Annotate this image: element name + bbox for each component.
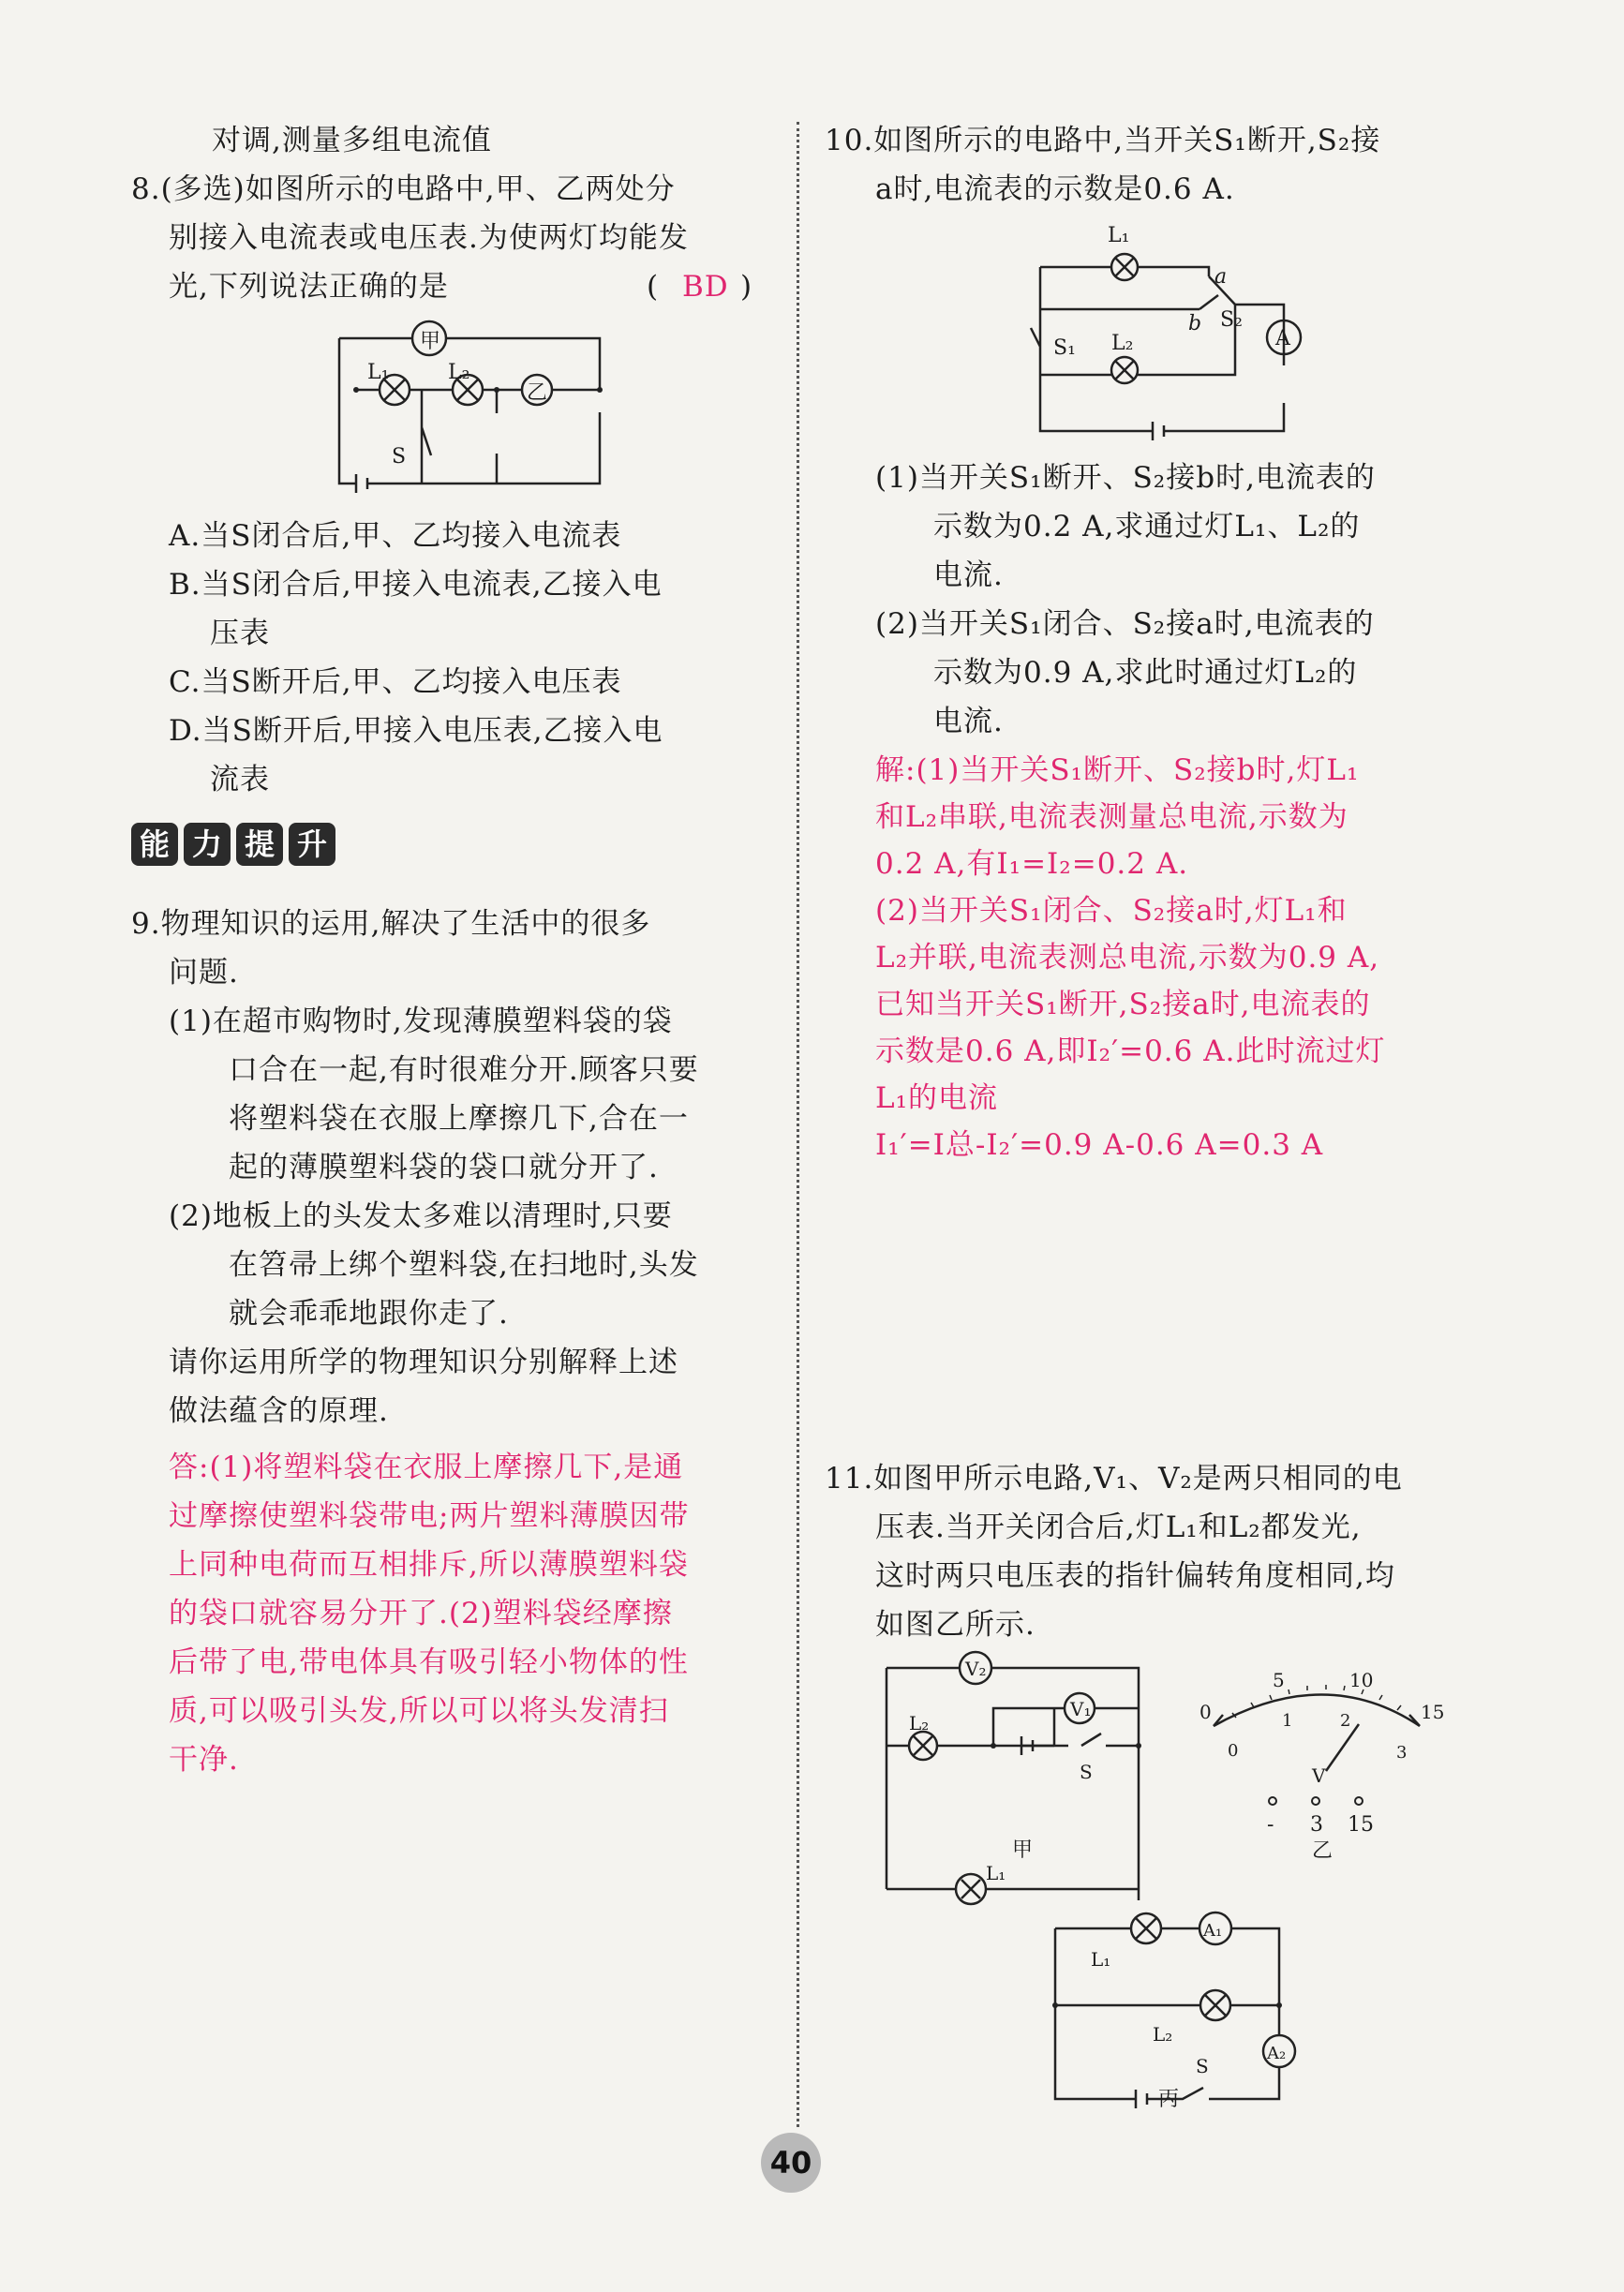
q11-bing-s-label: S (1196, 2055, 1209, 2077)
dial-outer-tick: 15 (1421, 1701, 1445, 1723)
q10-sub-line: (1)当开关S₁断开、S₂接b时,电流表的 (875, 461, 1376, 495)
dial-inner-tick: 3 (1396, 1743, 1408, 1763)
q9-line: (2)地板上的头发太多难以清理时,只要 (169, 1199, 673, 1233)
q9-answer-line: 后带了电,带电体具有吸引轻小物体的性 (169, 1645, 689, 1679)
q11-voltmeter-dial-yi (1190, 1659, 1453, 1883)
dial-inner-tick: 0 (1228, 1741, 1239, 1761)
q9-line: 问题. (169, 956, 239, 990)
q10-sub-line: (2)当开关S₁闭合、S₂接a时,电流表的 (875, 607, 1375, 641)
q10-answer-line: 解:(1)当开关S₁断开、S₂接b时,灯L₁ (875, 753, 1360, 787)
q9-line: 在笤帚上绑个塑料袋,在扫地时,头发 (229, 1248, 699, 1282)
q9-answer-line: 的袋口就容易分开了.(2)塑料袋经摩擦 (169, 1597, 673, 1630)
q11-yi-caption: 乙 (1312, 1839, 1333, 1863)
q8-fig-yi-label: 乙 (527, 381, 548, 405)
q10-answer-line: (2)当开关S₁闭合、S₂接a时,灯L₁和 (875, 894, 1348, 928)
q8-line3: 光,下列说法正确的是 (169, 270, 449, 304)
q10-fig-l1-label: L₁ (1108, 224, 1130, 247)
q8-answer-paren-open: ( (647, 270, 660, 304)
dial-outer-tick: 5 (1273, 1669, 1285, 1691)
q10-answer-line: 示数是0.6 A,即I₂′=0.6 A.此时流过灯 (875, 1034, 1386, 1068)
q10-fig-b-label: b (1188, 312, 1202, 335)
q8-option-b: B.当S闭合后,甲接入电流表,乙接入电 (169, 568, 663, 602)
dial-outer-tick: 10 (1349, 1669, 1374, 1691)
q11-jia-l2-label: L₂ (909, 1712, 930, 1734)
badge-char: 力 (184, 823, 231, 866)
q11-circuit-bing (1050, 1912, 1293, 2099)
q8-option-b-cont: 压表 (210, 617, 270, 650)
badge-char: 能 (131, 823, 178, 866)
q8-answer-paren-close: ) (740, 270, 753, 304)
q11-line: 这时两只电压表的指针偏转角度相同,均 (875, 1559, 1395, 1593)
q10-line1: 10.如图所示的电路中,当开关S₁断开,S₂接 (825, 124, 1381, 157)
dial-inner-tick: 2 (1340, 1711, 1351, 1731)
q11-line: 如图乙所示. (875, 1608, 1035, 1642)
q9-line: 就会乖乖地跟你走了. (229, 1297, 509, 1331)
badge-char: 升 (289, 823, 335, 866)
q11-bing-a2-label: A₂ (1267, 2044, 1287, 2063)
column-divider (797, 122, 799, 2127)
q8-line1: 8.(多选)如图所示的电路中,甲、乙两处分 (131, 172, 676, 206)
q10-line2: a时,电流表的示数是0.6 A. (875, 172, 1235, 206)
dial-terminal-label: 3 (1310, 1813, 1323, 1837)
q9-line: 将塑料袋在衣服上摩擦几下,合在一 (229, 1102, 689, 1136)
q11-jia-v2-label: V₂ (965, 1658, 987, 1680)
dial-unit-label: V (1312, 1764, 1326, 1787)
q8-fig-s-label: S (392, 445, 407, 469)
page-number: 40 (761, 2133, 821, 2193)
dial-terminal-label: 15 (1348, 1813, 1374, 1837)
q10-fig-s1-label: S₁ (1053, 336, 1076, 360)
badge-char: 提 (236, 823, 283, 866)
q11-jia-caption: 甲 (1012, 1838, 1035, 1862)
q10-answer-line: L₁的电流 (875, 1081, 999, 1115)
q11-bing-a1-label: A₁ (1203, 1921, 1223, 1941)
q10-fig-ammeter-label: A (1275, 327, 1290, 350)
q9-line: 做法蕴含的原理. (169, 1394, 389, 1428)
q10-answer-line: 和L₂串联,电流表测量总电流,示数为 (875, 800, 1348, 834)
dial-outer-tick: 0 (1199, 1701, 1212, 1723)
q11-jia-l1-label: L₁ (986, 1862, 1006, 1884)
q11-bing-caption: 丙 (1158, 2088, 1181, 2111)
section-badge-ability-improve (131, 823, 335, 866)
q8-line2: 别接入电流表或电压表.为使两灯均能发 (169, 221, 689, 255)
q8-option-a: A.当S闭合后,甲、乙均接入电流表 (169, 519, 622, 553)
q8-option-d-cont: 流表 (210, 763, 270, 796)
q9-answer-line: 质,可以吸引头发,所以可以将头发清扫 (169, 1694, 669, 1728)
q9-line: 请你运用所学的物理知识分别解释上述 (169, 1346, 678, 1379)
q10-answer-line: 0.2 A,有I₁=I₂=0.2 A. (875, 847, 1189, 881)
q8-fig-jia-label: 甲 (420, 330, 441, 353)
q11-jia-s-label: S (1080, 1761, 1093, 1783)
q8-answer: BD (682, 270, 729, 304)
q10-answer-line: L₂并联,电流表测总电流,示数为0.9 A, (875, 941, 1380, 975)
q11-line: 压表.当开关闭合后,灯L₁和L₂都发光, (875, 1511, 1362, 1544)
q9-line: (1)在超市购物时,发现薄膜塑料袋的袋 (169, 1005, 673, 1038)
dial-terminal-label: - (1267, 1813, 1274, 1837)
q10-fig-a-label: a (1214, 265, 1228, 289)
q10-circuit-diagram (1021, 216, 1321, 440)
q8-option-c: C.当S断开后,甲、乙均接入电压表 (169, 665, 622, 699)
q11-bing-l2-label: L₂ (1153, 2023, 1173, 2046)
q10-answer-line: I₁′=I总-I₂′=0.9 A-0.6 A=0.3 A (875, 1128, 1324, 1162)
q10-sub-line: 示数为0.2 A,求通过灯L₁、L₂的 (933, 510, 1361, 543)
q10-fig-s2-label: S₂ (1220, 308, 1243, 332)
q9-line: 起的薄膜塑料袋的袋口就分开了. (229, 1151, 659, 1184)
q10-sub-line: 电流. (933, 705, 1004, 738)
q9-line: 口合在一起,有时很难分开.顾客只要 (229, 1053, 699, 1087)
q9-line: 9.物理知识的运用,解决了生活中的很多 (131, 907, 651, 941)
dial-inner-tick: 1 (1282, 1711, 1293, 1731)
q10-sub-line: 示数为0.9 A,求此时通过灯L₂的 (933, 656, 1358, 690)
q10-sub-line: 电流. (933, 558, 1004, 592)
q10-fig-l2-label: L₂ (1111, 332, 1134, 355)
q9-answer-line: 答:(1)将塑料袋在衣服上摩擦几下,是通 (169, 1451, 684, 1484)
q8-fig-l1-label: L₁ (367, 361, 390, 384)
q11-bing-l1-label: L₁ (1091, 1948, 1111, 1971)
q9-answer-line: 上同种电荷而互相排斥,所以薄膜塑料袋 (169, 1548, 689, 1582)
q8-option-d: D.当S断开后,甲接入电压表,乙接入电 (169, 714, 663, 748)
q10-answer-line: 已知当开关S₁断开,S₂接a时,电流表的 (875, 988, 1371, 1021)
q8-circuit-diagram (328, 315, 609, 502)
q8-fig-l2-label: L₂ (448, 361, 470, 384)
q11-line: 11.如图甲所示电路,V₁、V₂是两只相同的电 (825, 1462, 1403, 1496)
continued-line: 对调,测量多组电流值 (212, 124, 492, 157)
q11-jia-v1-label: V₁ (1070, 1698, 1092, 1720)
q9-answer-line: 过摩擦使塑料袋带电;两片塑料薄膜因带 (169, 1499, 690, 1533)
q9-answer-line: 干净. (169, 1743, 239, 1777)
